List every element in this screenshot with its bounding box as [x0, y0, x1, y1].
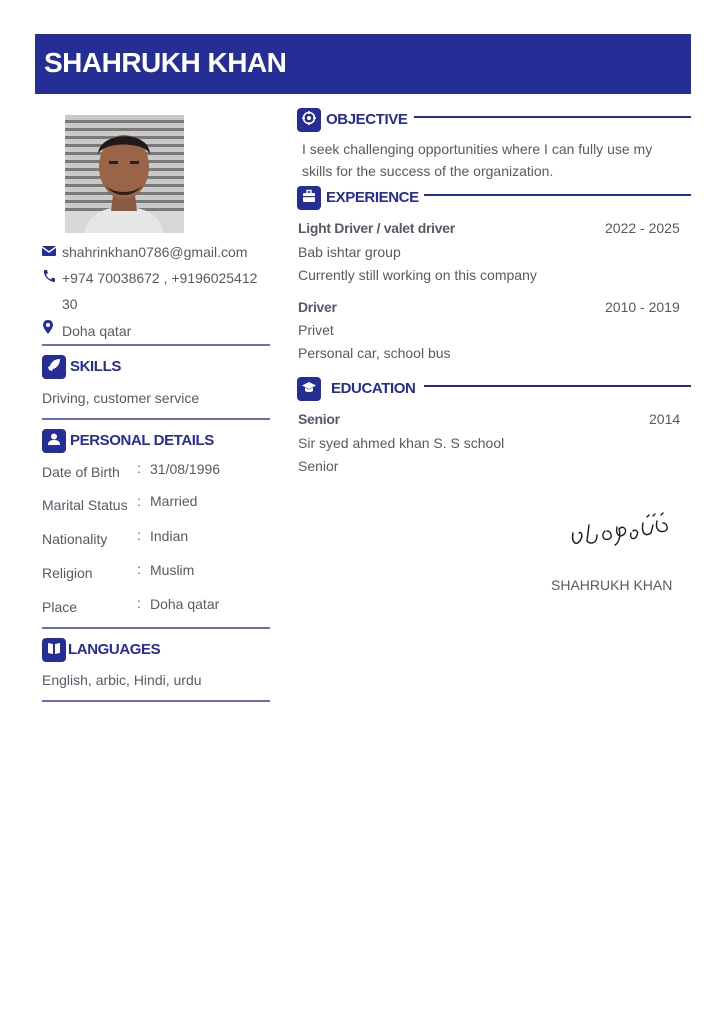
education-school: Sir syed ahmed khan S. S school — [298, 435, 505, 451]
personal-details-title: PERSONAL DETAILS — [70, 432, 214, 449]
colon-separator: : — [137, 527, 141, 543]
colon-separator: : — [137, 595, 141, 611]
job-detail: Personal car, school bus — [298, 345, 451, 361]
contact-email: shahrinkhan0786@gmail.com — [62, 244, 248, 260]
detail-value: Muslim — [150, 562, 195, 578]
detail-value: Indian — [150, 528, 189, 544]
skills-badge — [42, 355, 66, 379]
divider — [42, 700, 270, 702]
section-rule — [424, 385, 691, 387]
colon-separator: : — [137, 460, 141, 476]
profile-photo — [65, 115, 184, 233]
contact-phone-line2: 30 — [62, 296, 78, 312]
section-rule — [414, 116, 691, 118]
signature-name: SHAHRUKH KHAN — [551, 577, 673, 593]
rocket-icon — [47, 358, 61, 377]
job-role: Driver — [298, 299, 337, 315]
languages-title: LANGUAGES — [68, 641, 161, 658]
languages-text: English, arbic, Hindi, urdu — [42, 672, 202, 688]
phone-icon — [42, 269, 56, 283]
job-role: Light Driver / valet driver — [298, 220, 455, 236]
job-company: Bab ishtar group — [298, 244, 401, 260]
detail-label: Marital Status — [42, 497, 128, 513]
objective-title: OBJECTIVE — [326, 111, 408, 128]
detail-value: Married — [150, 493, 198, 509]
detail-label: Religion — [42, 565, 93, 581]
candidate-name: SHAHRUKH KHAN — [44, 47, 287, 78]
experience-badge — [297, 186, 321, 210]
experience-title: EXPERIENCE — [326, 189, 419, 206]
section-rule — [424, 194, 691, 196]
job-years: 2010 - 2019 — [605, 299, 680, 315]
skills-title: SKILLS — [70, 358, 121, 375]
handwritten-signature — [565, 505, 675, 555]
education-year: 2014 — [649, 411, 681, 427]
job-detail: Currently still working on this company — [298, 267, 537, 283]
personal-details-badge — [42, 429, 66, 453]
objective-badge — [297, 108, 321, 132]
divider — [42, 418, 270, 420]
divider — [42, 627, 270, 629]
person-icon — [47, 432, 61, 451]
briefcase-icon — [302, 189, 316, 208]
divider — [42, 344, 270, 346]
detail-label: Nationality — [42, 531, 108, 547]
job-years: 2022 - 2025 — [605, 220, 680, 236]
header-banner — [35, 34, 691, 94]
objective-line2: skills for the success of the organization. — [302, 163, 554, 179]
education-level: Senior — [298, 458, 339, 474]
detail-label: Place — [42, 599, 78, 615]
detail-value: 31/08/1996 — [150, 461, 221, 477]
graduation-cap-icon — [301, 380, 317, 399]
contact-location: Doha qatar — [62, 323, 132, 339]
target-icon — [302, 111, 316, 130]
education-title: EDUCATION — [331, 380, 416, 397]
languages-badge — [42, 638, 66, 662]
detail-value: Doha qatar — [150, 596, 220, 612]
book-icon — [47, 641, 61, 660]
objective-line1: I seek challenging opportunities where I can fully use my — [302, 141, 653, 157]
location-pin-icon — [42, 320, 56, 334]
education-badge — [297, 377, 321, 401]
envelope-icon — [42, 244, 56, 258]
colon-separator: : — [137, 561, 141, 577]
skills-text: Driving, customer service — [42, 390, 200, 406]
job-company: Privet — [298, 322, 334, 338]
colon-separator: : — [137, 493, 141, 509]
detail-label: Date of Birth — [42, 464, 120, 480]
education-degree: Senior — [298, 411, 340, 427]
portrait-image — [65, 115, 184, 233]
contact-phone-line1: +974 70038672 , +9196025412 — [62, 270, 258, 286]
